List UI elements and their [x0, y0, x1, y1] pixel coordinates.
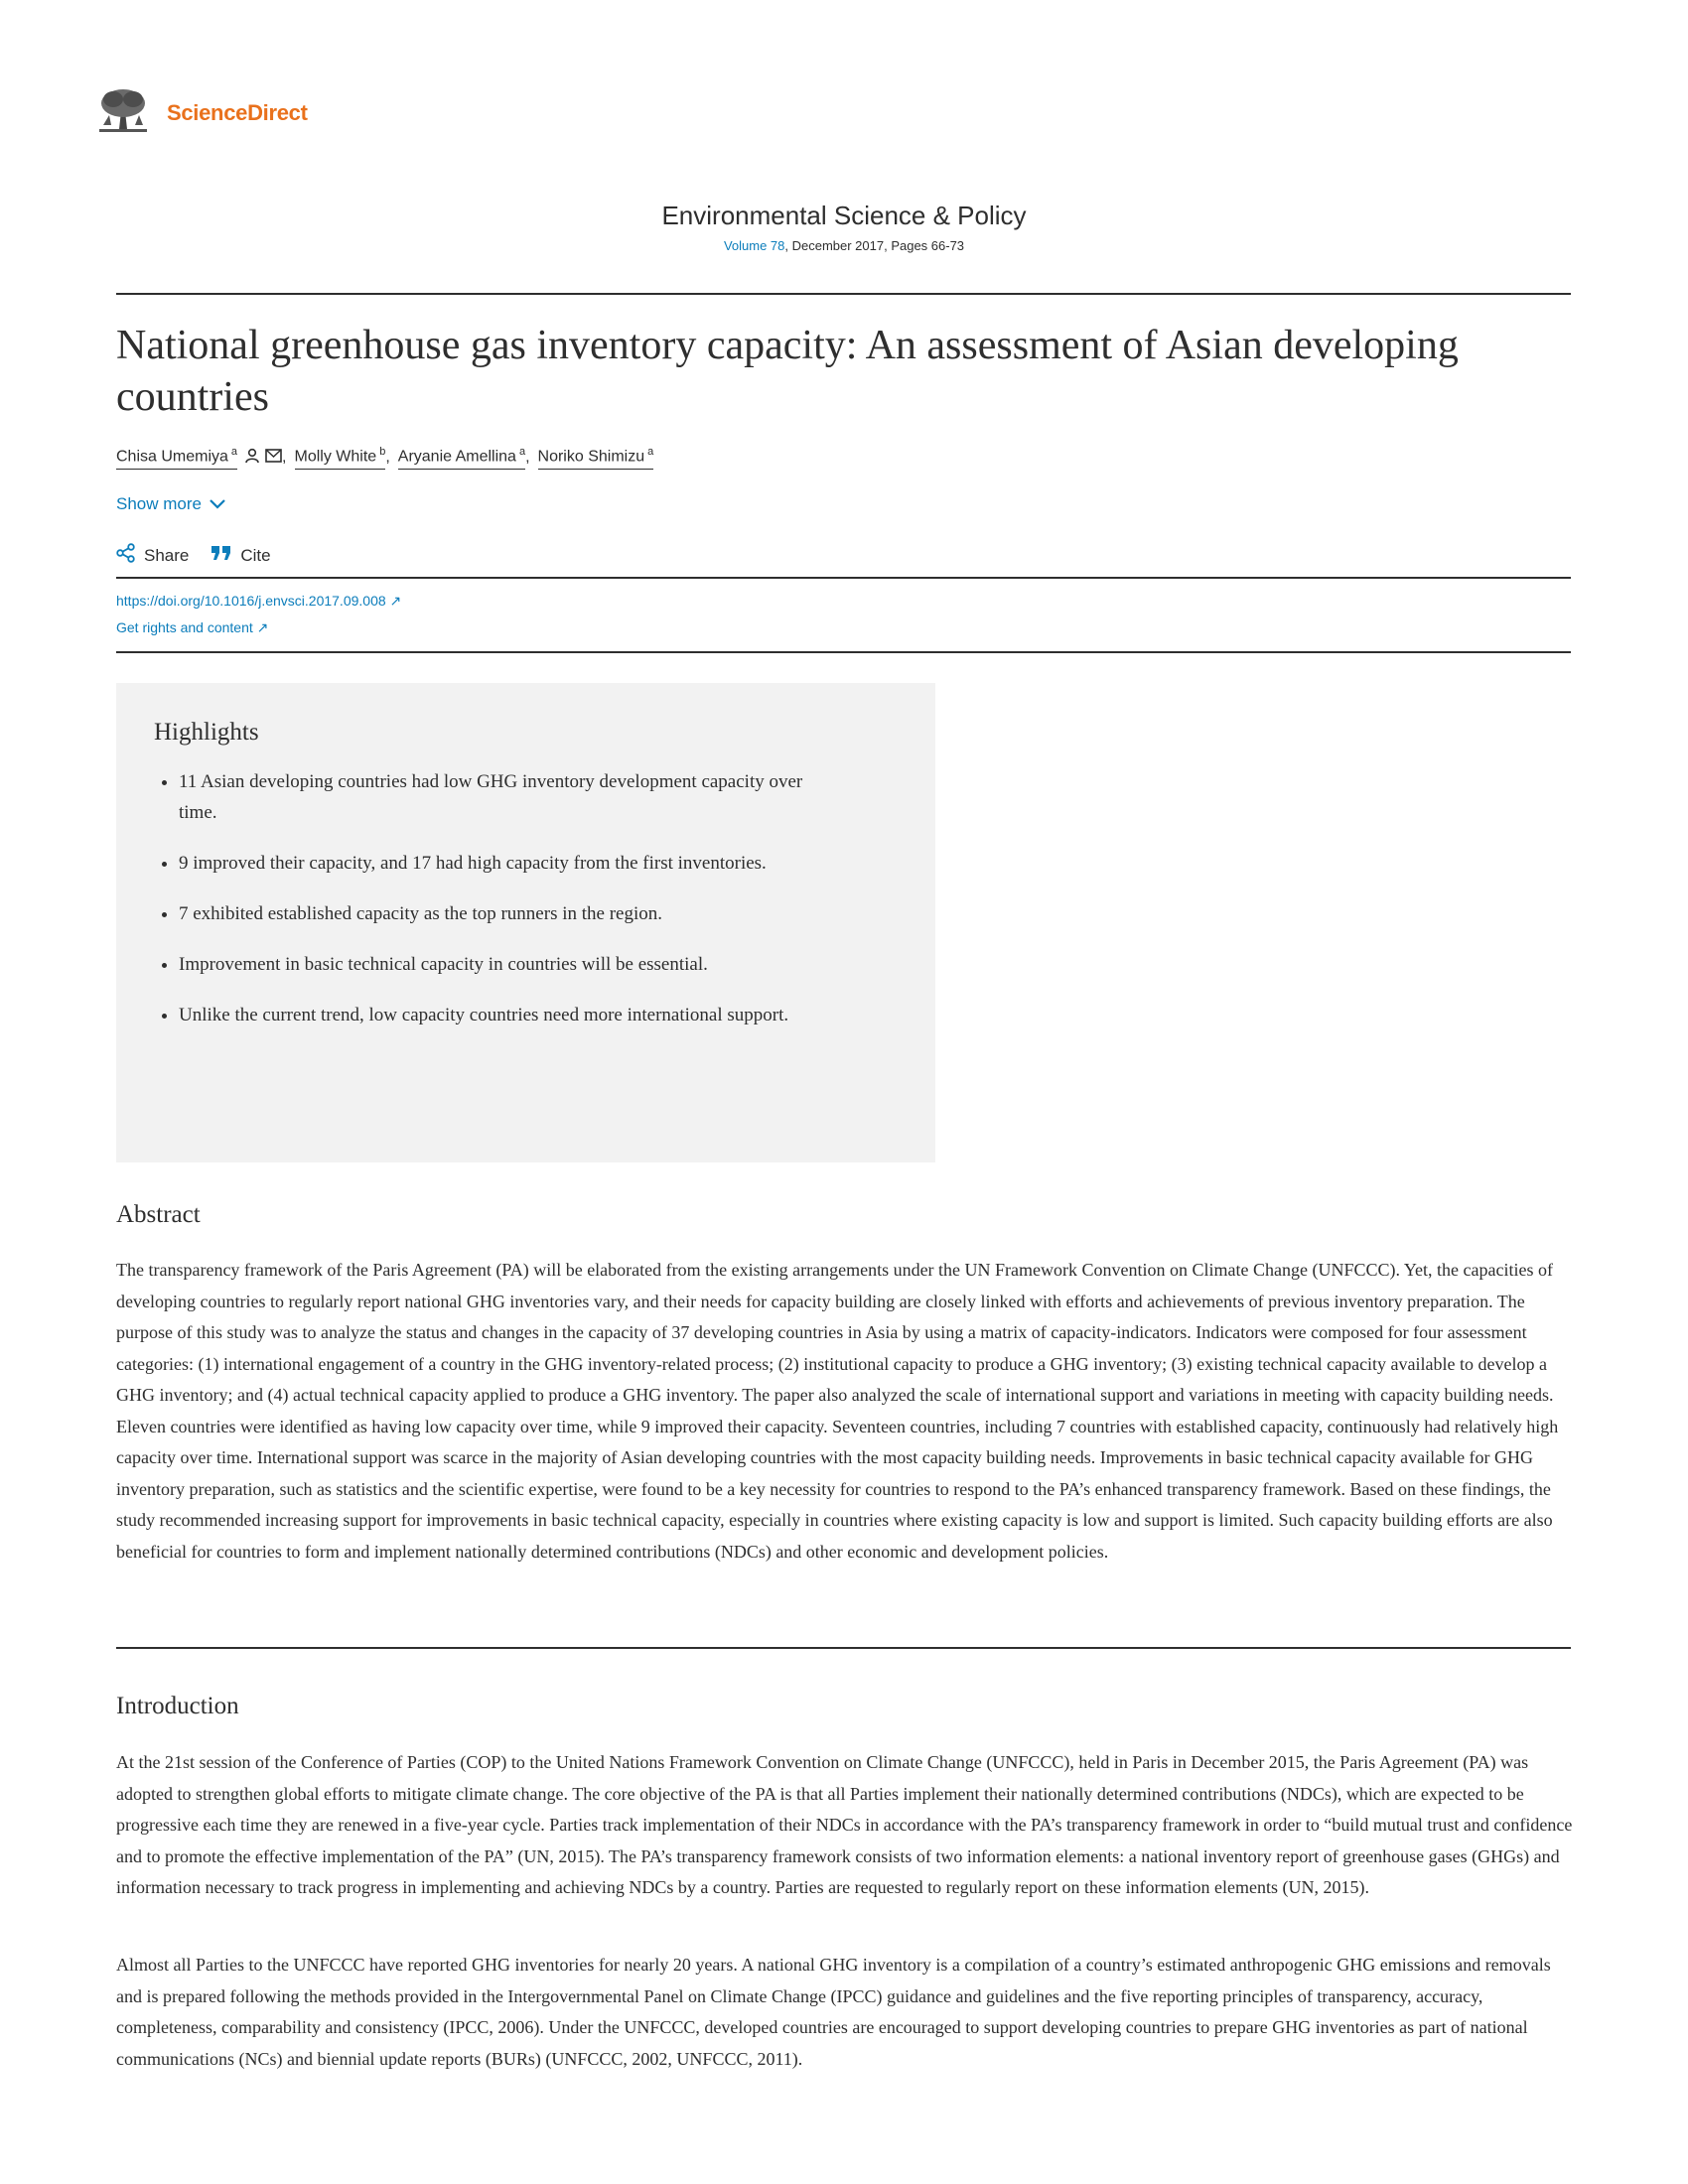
chevron-down-icon [210, 494, 225, 514]
doi-divider [116, 651, 1571, 653]
share-label: Share [144, 545, 190, 565]
author-link[interactable] [116, 446, 237, 470]
author-list: Chisa Umemiya $^a$ , Molly White $^b$ , Aryanie Amellina $^a$ , Noriko Shimizu $^a$ [116, 446, 653, 470]
author-name: Aryanie Amellina [397, 448, 516, 466]
affiliation-mark: a [518, 446, 526, 458]
highlight-item: • 7 exhibited established capacity as the top runners in the region. [179, 898, 814, 929]
publication-info [0, 238, 1688, 253]
email-icon[interactable] [265, 449, 282, 468]
highlight-item: • Improvement in basic technical capacity in countries will be essential. [179, 949, 814, 980]
affiliation-mark: b [379, 446, 386, 458]
journal-title[interactable]: Environmental Science & Policy [661, 201, 1027, 230]
abstract-heading: Abstract [116, 1201, 201, 1228]
introduction-heading: Introduction [116, 1693, 239, 1719]
author-link[interactable] [538, 446, 654, 470]
author-name: Chisa Umemiya [116, 448, 228, 466]
share-button[interactable] [116, 543, 189, 568]
show-more-label: Show more [116, 494, 202, 513]
header-divider [116, 293, 1571, 295]
abstract-text: The transparency framework of the Paris Agreement (PA) will be elaborated from the existing arrangements under the UN Framework Convention on Climate Change (UNFCCC). Yet, the capacities of developing countries to regularly report national GHG inventories vary, and their needs for capacity building are closely linked with efforts and achievements of previous inventory preparation. The purpose of this study was to analyze the status and changes in the capacity of 37 developing countries in Asia by using a matrix of capacity-indicators. Indicators were composed for four assessment categories: (1) international engagement of a country in the GHG inventory-related process; (2) institutional capacity to produce a GHG inventory; (3) existing technical capacity available to develop a GHG inventory; and (4) actual technical capacity applied to produce a GHG inventory. The paper also analyzed the scale of international support and variations in meeting with capacity building needs. Eleven countries were identified as having low capacity over time, while 9 improved their capacity. Seventeen countries, including 7 countries with established capacity, continuously had relatively high capacity over time. International support was scarce in the majority of Asian developing countries with the most capacity building needs. Improvements in basic technical capacity available for GHG inventory preparation, such as statistics and the scientific expertise, were found to be a key necessity for countries to respond to the PA’s enhanced transparency framework. Based on these findings, the study recommended increasing support for improvements in basic technical capacity, especially in countries where existing capacity is low and support is limited. Such capacity building efforts are also beneficial for countries to form and implement nationally determined contributions (NDCs) and other economic and development policies. [116, 1260, 1559, 1562]
doi-link[interactable] [116, 593, 401, 610]
author-name: Molly White [294, 448, 377, 466]
cite-label: Cite [240, 545, 271, 565]
sciencedirect-logo[interactable] [95, 85, 308, 140]
highlight-item: • 11 Asian developing countries had low GHG inventory development capacity over time. [179, 766, 814, 828]
rights-text: Get rights and content [116, 619, 253, 635]
author-link[interactable] [295, 446, 386, 470]
doi-text: https://doi.org/10.1016/j.envsci.2017.09.008 [116, 593, 386, 609]
show-more-button[interactable] [116, 494, 225, 514]
actions-divider [116, 577, 1571, 579]
article-title: National greenhouse gas inventory capacity: An assessment of Asian developing countries [116, 323, 1459, 420]
author-name: Noriko Shimizu [537, 448, 645, 466]
external-link-icon: ↗ [389, 593, 402, 609]
article-actions [116, 543, 293, 568]
publication-details: , December 2017, Pages 66-73 [784, 238, 965, 253]
highlight-item: • Unlike the current trend, low capacity countries need more international support. [179, 1000, 814, 1030]
quote-icon [211, 545, 232, 566]
introduction-paragraph: Almost all Parties to the UNFCCC have reported GHG inventories for nearly 20 years. A national GHG inventory is a compilation of a country’s estimated anthropogenic GHG emissions and removals and is prepared following the methods provided in the Intergovernmental Panel on Climate Change (IPCC) guidance and guidelines and the five reporting principles of transparency, accuracy, completeness, comparability and consistency (IPCC, 2006). Under the UNFCCC, developed countries are encouraged to support developing countries to prepare GHG inventories as part of national communications (NCs) and biennial update reports (BURs) (UNFCCC, 2002, UNFCCC, 2011). [116, 1955, 1551, 2069]
rights-link[interactable] [116, 619, 268, 636]
sciencedirect-wordmark: ScienceDirect [167, 99, 308, 125]
volume-link[interactable]: Volume 78 [723, 238, 785, 253]
highlight-item: • 9 improved their capacity, and 17 had high capacity from the first inventories. [179, 848, 814, 879]
highlights-heading: Highlights [154, 719, 259, 746]
elsevier-tree-icon [95, 85, 151, 140]
highlights-list [154, 766, 814, 1030]
author-link[interactable] [398, 446, 525, 470]
external-link-icon: ↗ [256, 619, 269, 635]
affiliation-mark: a [647, 446, 654, 458]
cite-button[interactable] [211, 545, 270, 566]
introduction-paragraph: At the 21st session of the Conference of Parties (COP) to the United Nations Framework Convention on Climate Change (UNFCCC), held in Paris in December 2015, the Paris Agreement (PA) was adopted to strengthen global efforts to mitigate climate change. The core objective of the PA is that all Parties implement their nationally determined contributions (NDCs), which are expected to be progressive each time they are renewed in a five-year cycle. Parties track implementation of their NDCs in accordance with the PA’s transparency framework in order to “build mutual trust and confidence and to promote the effective implementation of the PA” (UN, 2015). The PA’s transparency framework consists of two information elements: a national inventory report of greenhouse gases (GHGs) and information necessary to track progress in implementing and achieving NDCs by a country. Parties are requested to regularly report on these information elements (UN, 2015). [116, 1752, 1573, 1897]
affiliation-mark: a [230, 446, 238, 458]
corresponding-author-icon[interactable] [244, 448, 260, 469]
abstract-divider [116, 1647, 1571, 1649]
share-icon [116, 543, 136, 568]
highlights-box [116, 683, 935, 1162]
